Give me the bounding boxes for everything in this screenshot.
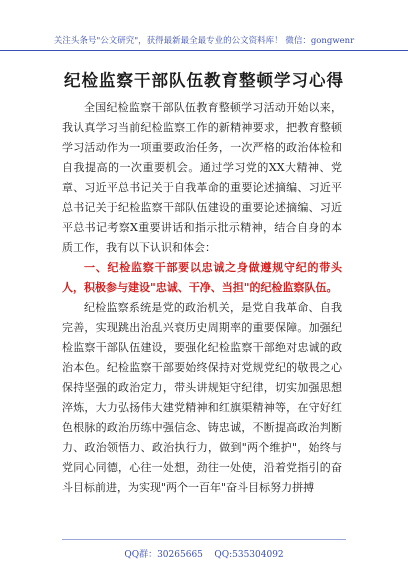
section-heading: 一、纪检监察干部要以忠诚之身做遵规守纪的带头人，积极参与建设"忠诚、干净、当担"的纪检监察队伍。 <box>62 261 342 294</box>
document-body <box>62 98 342 498</box>
intro-paragraph: 全国纪检监察干部队伍教育整顿学习活动开始以来，我认真学习当前纪检监察工作的新精神要求，把教育整顿学习活动作为一项重要政治任务，一次严格的政治体检和自我提高的一次重要机会。通过学习党的XX大精神、党章、习近平总书记关于自我革命的重要论述摘编、习近平总书记关于纪检监察干部队伍建设的重要论述摘编、习近平总书记考察X重要讲话和指示批示精神，结合自身的本质工作，我有以下认识和体会： <box>62 101 342 254</box>
document-title: 纪检监察干部队伍教育整顿学习心得 <box>64 71 344 90</box>
header-banner-text: 关注头条号"公文研究"，获得最新最全最专业的公文资料库！ 微信：gongwenr <box>53 36 355 46</box>
header-banner <box>0 18 408 51</box>
body-paragraph: 纪检监察系统是党的政治机关，是党自我革命、自我完善，实现跳出治乱兴衰历史周期率的重要保障。加强纪检监察干部队伍建设，要强化纪检监察干部绝对忠诚的政治本色。纪检监察干部要始终保持对党规党纪的敬畏之心保持坚强的政治定力，带头讲规矩守纪律，切实加强思想淬炼，大力弘扬伟大建党精神和红旗渠精神等，在守好红色根脉的政治历练中强信念、铸忠诚，不断提高政治判断力、政治领悟力、政治执行力，做到"两个维护"，始终与党同心同德，心往一处想，劲往一处使，沿着党指引的奋斗目标前进，为实现"两个一百年"奋斗目标努力拼搏 <box>62 301 342 494</box>
footer-contact: QQ群：30265665 QQ:535304092 <box>124 550 284 560</box>
footer-divider <box>62 539 346 540</box>
